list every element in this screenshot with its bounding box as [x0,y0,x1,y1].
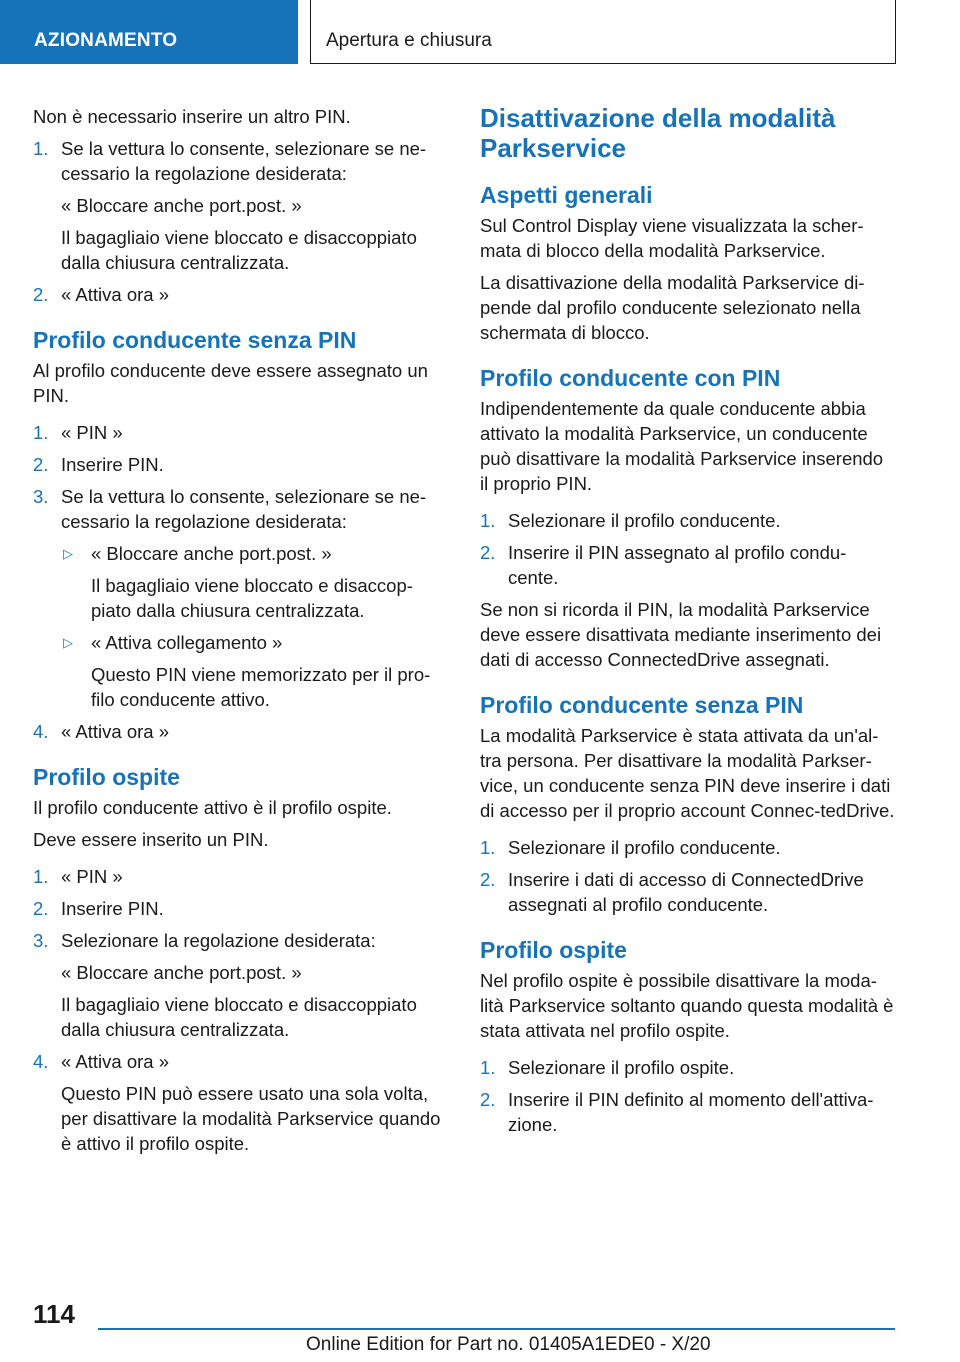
paragraph: La disattivazione della modalità Parkservice di-pende dal profilo conducente selezionato nella schermata di blocco. [480,272,865,343]
left-column [33,104,451,1163]
list-subtext: Questo PIN può essere usato una sola volta, per disattivare la modalità Parkservice quando è attivo il profilo ospite. [61,1083,441,1154]
item-number: 2. [480,869,496,890]
item-text: Selezionare la regolazione desiderata: [61,930,376,951]
item-number: 3. [33,486,49,507]
list-item [480,540,896,590]
paragraph: Deve essere inserito un PIN. [33,829,269,850]
item-text: Inserire i dati di accesso di ConnectedDrive assegnati al profilo conducente. [508,869,864,915]
paragraph: Non è necessario inserire un altro PIN. [33,106,351,127]
item-text: « Attiva ora » [61,721,169,742]
item-number: 1. [480,1057,496,1078]
page-title: Disattivazione della modalità Parkservice [480,103,836,163]
list-item [33,420,451,445]
list-item [33,452,451,477]
item-number: 4. [33,1051,49,1072]
section-heading: Profilo ospite [33,764,180,790]
item-text: Selezionare il profilo conducente. [508,510,781,531]
bullet-text: « Attiva collegamento » [91,632,283,653]
item-text: Selezionare il profilo conducente. [508,837,781,858]
item-number: 2. [480,1089,496,1110]
section-heading: Profilo conducente con PIN [480,365,781,391]
item-number: 2. [33,454,49,475]
item-number: 2. [33,898,49,919]
paragraph: Se non si ricorda il PIN, la modalità Parkservice deve essere disattivata mediante inserimento dei dati di accesso ConnectedDrive assegnati. [480,599,882,670]
chapter-title: Apertura e chiusura [326,30,492,51]
list-item [480,867,896,917]
list-subtext: « Bloccare anche port.post. » [61,962,302,983]
edition-text: Online Edition for Part no. 01405A1EDE0 - X/20 [306,1334,711,1355]
item-number: 4. [33,721,49,742]
item-text: Selezionare il profilo ospite. [508,1057,735,1078]
item-text: Inserire PIN. [61,454,164,475]
item-text: « Attiva ora » [61,284,169,305]
paragraph: Sul Control Display viene visualizzata la scher-mata di blocco della modalità Parkservice. [480,215,864,261]
bullet-subtext: Il bagagliaio viene bloccato e disaccop-piato dalla chiusura centralizzata. [91,575,413,621]
item-text: Inserire il PIN assegnato al profilo condu-cente. [508,542,847,588]
item-number: 1. [480,510,496,531]
chapter-tab [310,0,896,64]
list-item [33,896,451,921]
bullet-text: « Bloccare anche port.post. » [91,543,332,564]
list-item [33,136,451,186]
page-number: 114 [33,1299,75,1329]
list-item [480,1055,896,1080]
section-heading: Profilo conducente senza PIN [33,327,357,353]
item-number: 2. [33,284,49,305]
section-heading: Profilo ospite [480,937,627,963]
right-column [480,104,896,1144]
item-text: « PIN » [61,866,123,887]
item-number: 1. [33,422,49,443]
section-heading: Aspetti generali [480,182,653,208]
list-subtext: Il bagagliaio viene bloccato e disaccoppiato dalla chiusura centralizzata. [61,994,417,1040]
list-item [480,1087,896,1137]
paragraph: Nel profilo ospite è possibile disattivare la moda-lità Parkservice soltanto quando questa modalità è stata attivata nel profilo ospite. [480,970,894,1041]
paragraph: Al profilo conducente deve essere assegnato un PIN. [33,360,428,406]
item-text: « PIN » [61,422,123,443]
list-subtext: « Bloccare anche port.post. » [61,195,302,216]
item-number: 1. [33,138,49,159]
item-number: 1. [33,866,49,887]
section-heading: Profilo conducente senza PIN [480,692,804,718]
bullet-subtext: Questo PIN viene memorizzato per il pro-filo conducente attivo. [91,664,431,710]
triangle-bullet-icon: ▷ [63,546,73,561]
item-number: 3. [33,930,49,951]
triangle-bullet-icon: ▷ [63,635,73,650]
item-text: « Attiva ora » [61,1051,169,1072]
item-number: 2. [480,542,496,563]
item-text: Inserire PIN. [61,898,164,919]
list-item [33,282,451,307]
list-item [33,928,451,953]
list-item [33,719,451,744]
bullet-item [33,630,451,655]
footer-divider [98,1328,895,1330]
list-item [33,864,451,889]
list-item [33,1049,451,1074]
item-text: Se la vettura lo consente, selezionare se ne-cessario la regolazione desiderata: [61,486,427,532]
item-text: Se la vettura lo consente, selezionare se ne-cessario la regolazione desiderata: [61,138,427,184]
paragraph: Il profilo conducente attivo è il profilo ospite. [33,797,392,818]
paragraph: La modalità Parkservice è stata attivata da un'al-tra persona. Per disattivare la modalità Parkser-vice, un conducente senza PIN deve inserire i dati di accesso per il proprio account Connec-tedDrive. [480,725,895,821]
list-subtext: Il bagagliaio viene bloccato e disaccoppiato dalla chiusura centralizzata. [61,227,417,273]
list-item [480,508,896,533]
section-tab [0,0,298,64]
list-item [33,484,451,534]
item-number: 1. [480,837,496,858]
bullet-item [33,541,451,566]
list-item [480,835,896,860]
item-text: Inserire il PIN definito al momento dell'attiva-zione. [508,1089,874,1135]
paragraph: Indipendentemente da quale conducente abbia attivato la modalità Parkservice, un conducente può disattivare la modalità Parkservice inserendo il proprio PIN. [480,398,884,494]
section-title: AZIONAMENTO [34,30,178,51]
